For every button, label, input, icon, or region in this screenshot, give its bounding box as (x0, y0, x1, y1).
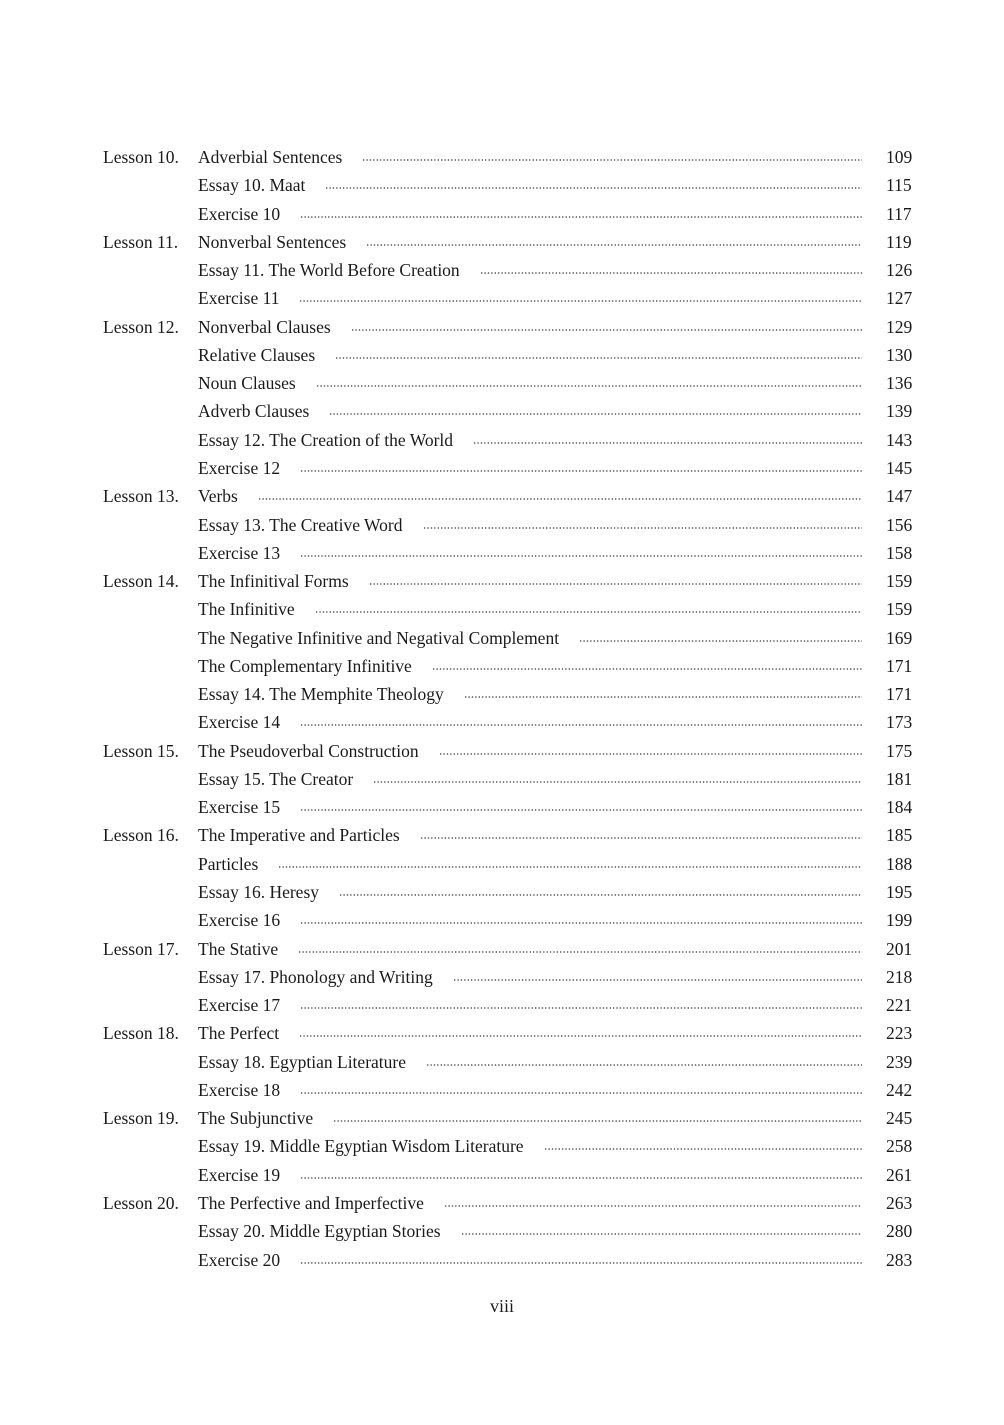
toc-dot-leader (426, 1064, 862, 1066)
toc-subentry-row[interactable] (0, 200, 1004, 228)
toc-dot-leader (369, 583, 862, 585)
toc-page-number: 181 (886, 768, 913, 789)
toc-page-number: 218 (886, 966, 913, 987)
toc-dot-leader (362, 159, 862, 161)
toc-entry-title: The Negative Infinitive and Negatival Complement (198, 627, 560, 648)
toc-dot-leader (420, 837, 862, 839)
toc-dot-leader (366, 244, 862, 246)
toc-lesson-label: Lesson 10. (103, 147, 179, 167)
toc-subentry-row[interactable] (0, 397, 1004, 425)
toc-page-number: 245 (886, 1108, 913, 1129)
toc-page-number: 159 (886, 599, 913, 620)
toc-entry-title: Exercise 10 (198, 203, 281, 224)
toc-entry-title: Essay 15. The Creator (198, 768, 354, 789)
toc-entry-title: Essay 10. Maat (198, 175, 306, 196)
toc-entry-title: The Imperative and Particles (198, 825, 400, 846)
toc-entry-title: The Complementary Infinitive (198, 655, 412, 676)
toc-entry-title: Essay 11. The World Before Creation (198, 260, 460, 281)
toc-page-number: 201 (886, 938, 913, 959)
toc-page-number: 145 (886, 457, 913, 478)
toc-dot-leader (373, 781, 862, 783)
toc-entry-title: Essay 19. Middle Egyptian Wisdom Literature (198, 1136, 524, 1157)
toc-subentry-row[interactable] (0, 765, 1004, 793)
toc-page-number: 199 (886, 910, 913, 931)
toc-page-number: 143 (886, 429, 913, 450)
toc-subentry-row[interactable] (0, 850, 1004, 878)
toc-subentry-row[interactable] (0, 652, 1004, 680)
toc-entry-title: Exercise 16 (198, 910, 281, 931)
toc-entry-title: Nonverbal Sentences (198, 231, 347, 252)
toc-entry-title: The Infinitive (198, 599, 295, 620)
toc-dot-leader (461, 1233, 862, 1235)
toc-dot-leader (300, 1007, 862, 1009)
toc-page-number: 169 (886, 627, 913, 648)
toc-lesson-row[interactable] (0, 1104, 1004, 1132)
toc-page-number: 159 (886, 571, 913, 592)
toc-entry-title: Essay 13. The Creative Word (198, 514, 403, 535)
toc-lesson-label: Lesson 13. (103, 486, 179, 507)
toc-subentry-row[interactable] (0, 1161, 1004, 1189)
toc-dot-leader (325, 187, 862, 189)
toc-lesson-row[interactable] (0, 228, 1004, 256)
toc-dot-leader (298, 951, 862, 953)
toc-entry-title: Essay 18. Egyptian Literature (198, 1051, 406, 1072)
toc-lesson-label: Lesson 17. (103, 938, 179, 959)
toc-subentry-row[interactable] (0, 1246, 1004, 1274)
toc-subentry-row[interactable] (0, 624, 1004, 652)
toc-subentry-row[interactable] (0, 991, 1004, 1019)
toc-page-number: 147 (886, 486, 913, 507)
toc-dot-leader (300, 1177, 862, 1179)
toc-subentry-row[interactable] (0, 284, 1004, 312)
toc-subentry-row[interactable] (0, 595, 1004, 623)
toc-dot-leader (300, 809, 862, 811)
toc-subentry-row[interactable] (0, 511, 1004, 539)
toc-subentry-row[interactable] (0, 369, 1004, 397)
toc-lesson-row[interactable] (0, 737, 1004, 765)
toc-entry-title: Exercise 13 (198, 542, 281, 563)
toc-lesson-row[interactable] (0, 482, 1004, 510)
toc-entry-title: Exercise 15 (198, 797, 281, 818)
toc-lesson-row[interactable] (0, 567, 1004, 595)
toc-entry-title: Particles (198, 853, 259, 874)
toc-dot-leader (316, 385, 862, 387)
toc-entry-title: Exercise 18 (198, 1079, 281, 1100)
toc-dot-leader (300, 922, 862, 924)
toc-dot-leader (432, 668, 862, 670)
toc-dot-leader (300, 1092, 862, 1094)
toc-dot-leader (278, 866, 862, 868)
toc-dot-leader (329, 413, 862, 415)
toc-subentry-row[interactable] (0, 1217, 1004, 1245)
toc-dot-leader (464, 696, 862, 698)
toc-lesson-row[interactable] (0, 143, 1004, 171)
toc-page-number: 130 (886, 344, 913, 365)
toc-dot-leader (315, 611, 862, 613)
toc-subentry-row[interactable] (0, 708, 1004, 736)
toc-lesson-row[interactable] (0, 935, 1004, 963)
toc-page-number: 109 (886, 147, 913, 167)
toc-lesson-row[interactable] (0, 821, 1004, 849)
toc-lesson-label: Lesson 19. (103, 1108, 179, 1129)
toc-entry-title: Essay 12. The Creation of the World (198, 429, 454, 450)
toc-subentry-row[interactable] (0, 963, 1004, 991)
toc-dot-leader (423, 527, 863, 529)
toc-entry-title: Exercise 19 (198, 1164, 281, 1185)
toc-dot-leader (439, 753, 862, 755)
toc-entry-title: Verbs (198, 486, 238, 507)
toc-entry-title: The Pseudoverbal Construction (198, 740, 419, 761)
toc-entry-title: Nonverbal Clauses (198, 316, 331, 337)
toc-page-number: 136 (886, 373, 913, 394)
toc-page-number: 188 (886, 853, 913, 874)
toc-dot-leader (300, 470, 862, 472)
toc-subentry-row[interactable] (0, 171, 1004, 199)
toc-entry-title: Exercise 20 (198, 1249, 281, 1270)
toc-entry-title: Exercise 14 (198, 712, 281, 733)
toc-page-number: 242 (886, 1079, 913, 1100)
toc-entry-title: Adverb Clauses (198, 401, 310, 422)
toc-lesson-label: Lesson 12. (103, 316, 179, 337)
toc-page-number: 158 (886, 542, 913, 563)
toc-entry-title: The Infinitival Forms (198, 571, 349, 592)
toc-page-number: 117 (886, 203, 912, 224)
toc-page-number: 283 (886, 1249, 913, 1270)
toc-entry-title: Exercise 17 (198, 995, 281, 1016)
toc-entry-title: Essay 17. Phonology and Writing (198, 966, 433, 987)
toc-page-number: 129 (886, 316, 913, 337)
toc-subentry-row[interactable] (0, 793, 1004, 821)
toc-entry-title: The Perfect (198, 1023, 280, 1044)
toc-dot-leader (544, 1148, 862, 1150)
toc-entry-title: Noun Clauses (198, 373, 296, 394)
toc-subentry-row[interactable] (0, 341, 1004, 369)
toc-page-number: 126 (886, 260, 913, 281)
toc-dot-leader (258, 498, 862, 500)
toc-dot-leader (453, 979, 862, 981)
toc-subentry-row[interactable] (0, 1132, 1004, 1160)
page-number-footer: viii (489, 1296, 514, 1316)
toc-entry-title: Relative Clauses (198, 344, 316, 365)
toc-entry-title: Essay 20. Middle Egyptian Stories (198, 1221, 441, 1242)
toc-lesson-row[interactable] (0, 1019, 1004, 1047)
toc-lesson-label: Lesson 20. (103, 1192, 179, 1213)
toc-lesson-label: Lesson 18. (103, 1023, 179, 1044)
toc-lesson-label: Lesson 14. (103, 571, 179, 592)
toc-page-number: 173 (886, 712, 913, 733)
toc-page-number: 175 (886, 740, 913, 761)
toc-dot-leader (300, 1262, 862, 1264)
toc-page-number: 185 (886, 825, 913, 846)
toc-subentry-row[interactable] (0, 878, 1004, 906)
toc-subentry-row[interactable] (0, 680, 1004, 708)
toc-dot-leader (335, 357, 862, 359)
toc-subentry-row[interactable] (0, 256, 1004, 284)
toc-page-number: 239 (886, 1051, 913, 1072)
toc-dot-leader (473, 442, 862, 444)
toc-lesson-row[interactable] (0, 1189, 1004, 1217)
toc-lesson-label: Lesson 11. (103, 231, 179, 252)
toc-page-number: 115 (886, 175, 912, 196)
toc-page-number: 221 (886, 995, 913, 1016)
toc-subentry-row[interactable] (0, 426, 1004, 454)
toc-subentry-row[interactable] (0, 906, 1004, 934)
toc-page-number: 119 (886, 231, 912, 252)
toc-lesson-row[interactable] (0, 313, 1004, 341)
toc-dot-leader (480, 272, 862, 274)
toc-page-number: 195 (886, 882, 913, 903)
toc-page-number: 223 (886, 1023, 913, 1044)
toc-page-number: 261 (886, 1164, 913, 1185)
toc-entry-title: Essay 14. The Memphite Theology (198, 684, 444, 705)
toc-entry-title: Adverbial Sentences (198, 147, 343, 167)
toc-page-number: 280 (886, 1221, 913, 1242)
toc-subentry-row[interactable] (0, 454, 1004, 482)
toc-dot-leader (300, 724, 862, 726)
toc-dot-leader (333, 1120, 862, 1122)
toc-dot-leader (299, 1035, 862, 1037)
toc-dot-leader (351, 329, 862, 331)
toc-entry-title: Exercise 11 (198, 288, 280, 309)
toc-page-number: 258 (886, 1136, 913, 1157)
toc-page-number: 139 (886, 401, 913, 422)
toc-page-number: 171 (886, 655, 913, 676)
toc-lesson-label: Lesson 15. (103, 740, 179, 761)
toc-entry-title: The Stative (198, 938, 279, 959)
toc-dot-leader (444, 1205, 862, 1207)
toc-dot-leader (300, 216, 862, 218)
toc-page-number: 184 (886, 797, 913, 818)
toc-page-number: 263 (886, 1192, 913, 1213)
toc-subentry-row[interactable] (0, 539, 1004, 567)
toc-lesson-label: Lesson 16. (103, 825, 179, 846)
toc-entry-title: Exercise 12 (198, 457, 281, 478)
toc-page-number: 127 (886, 288, 913, 309)
toc-entry-title: Essay 16. Heresy (198, 882, 320, 903)
toc-entry-title: The Perfective and Imperfective (198, 1192, 424, 1213)
toc-subentry-row[interactable] (0, 1048, 1004, 1076)
toc-page-number: 156 (886, 514, 913, 535)
toc-page-number: 171 (886, 684, 913, 705)
toc-dot-leader (300, 555, 862, 557)
toc-entry-title: The Subjunctive (198, 1108, 314, 1129)
toc-dot-leader (299, 300, 862, 302)
toc-dot-leader (579, 640, 862, 642)
toc-subentry-row[interactable] (0, 1076, 1004, 1104)
toc-dot-leader (339, 894, 862, 896)
